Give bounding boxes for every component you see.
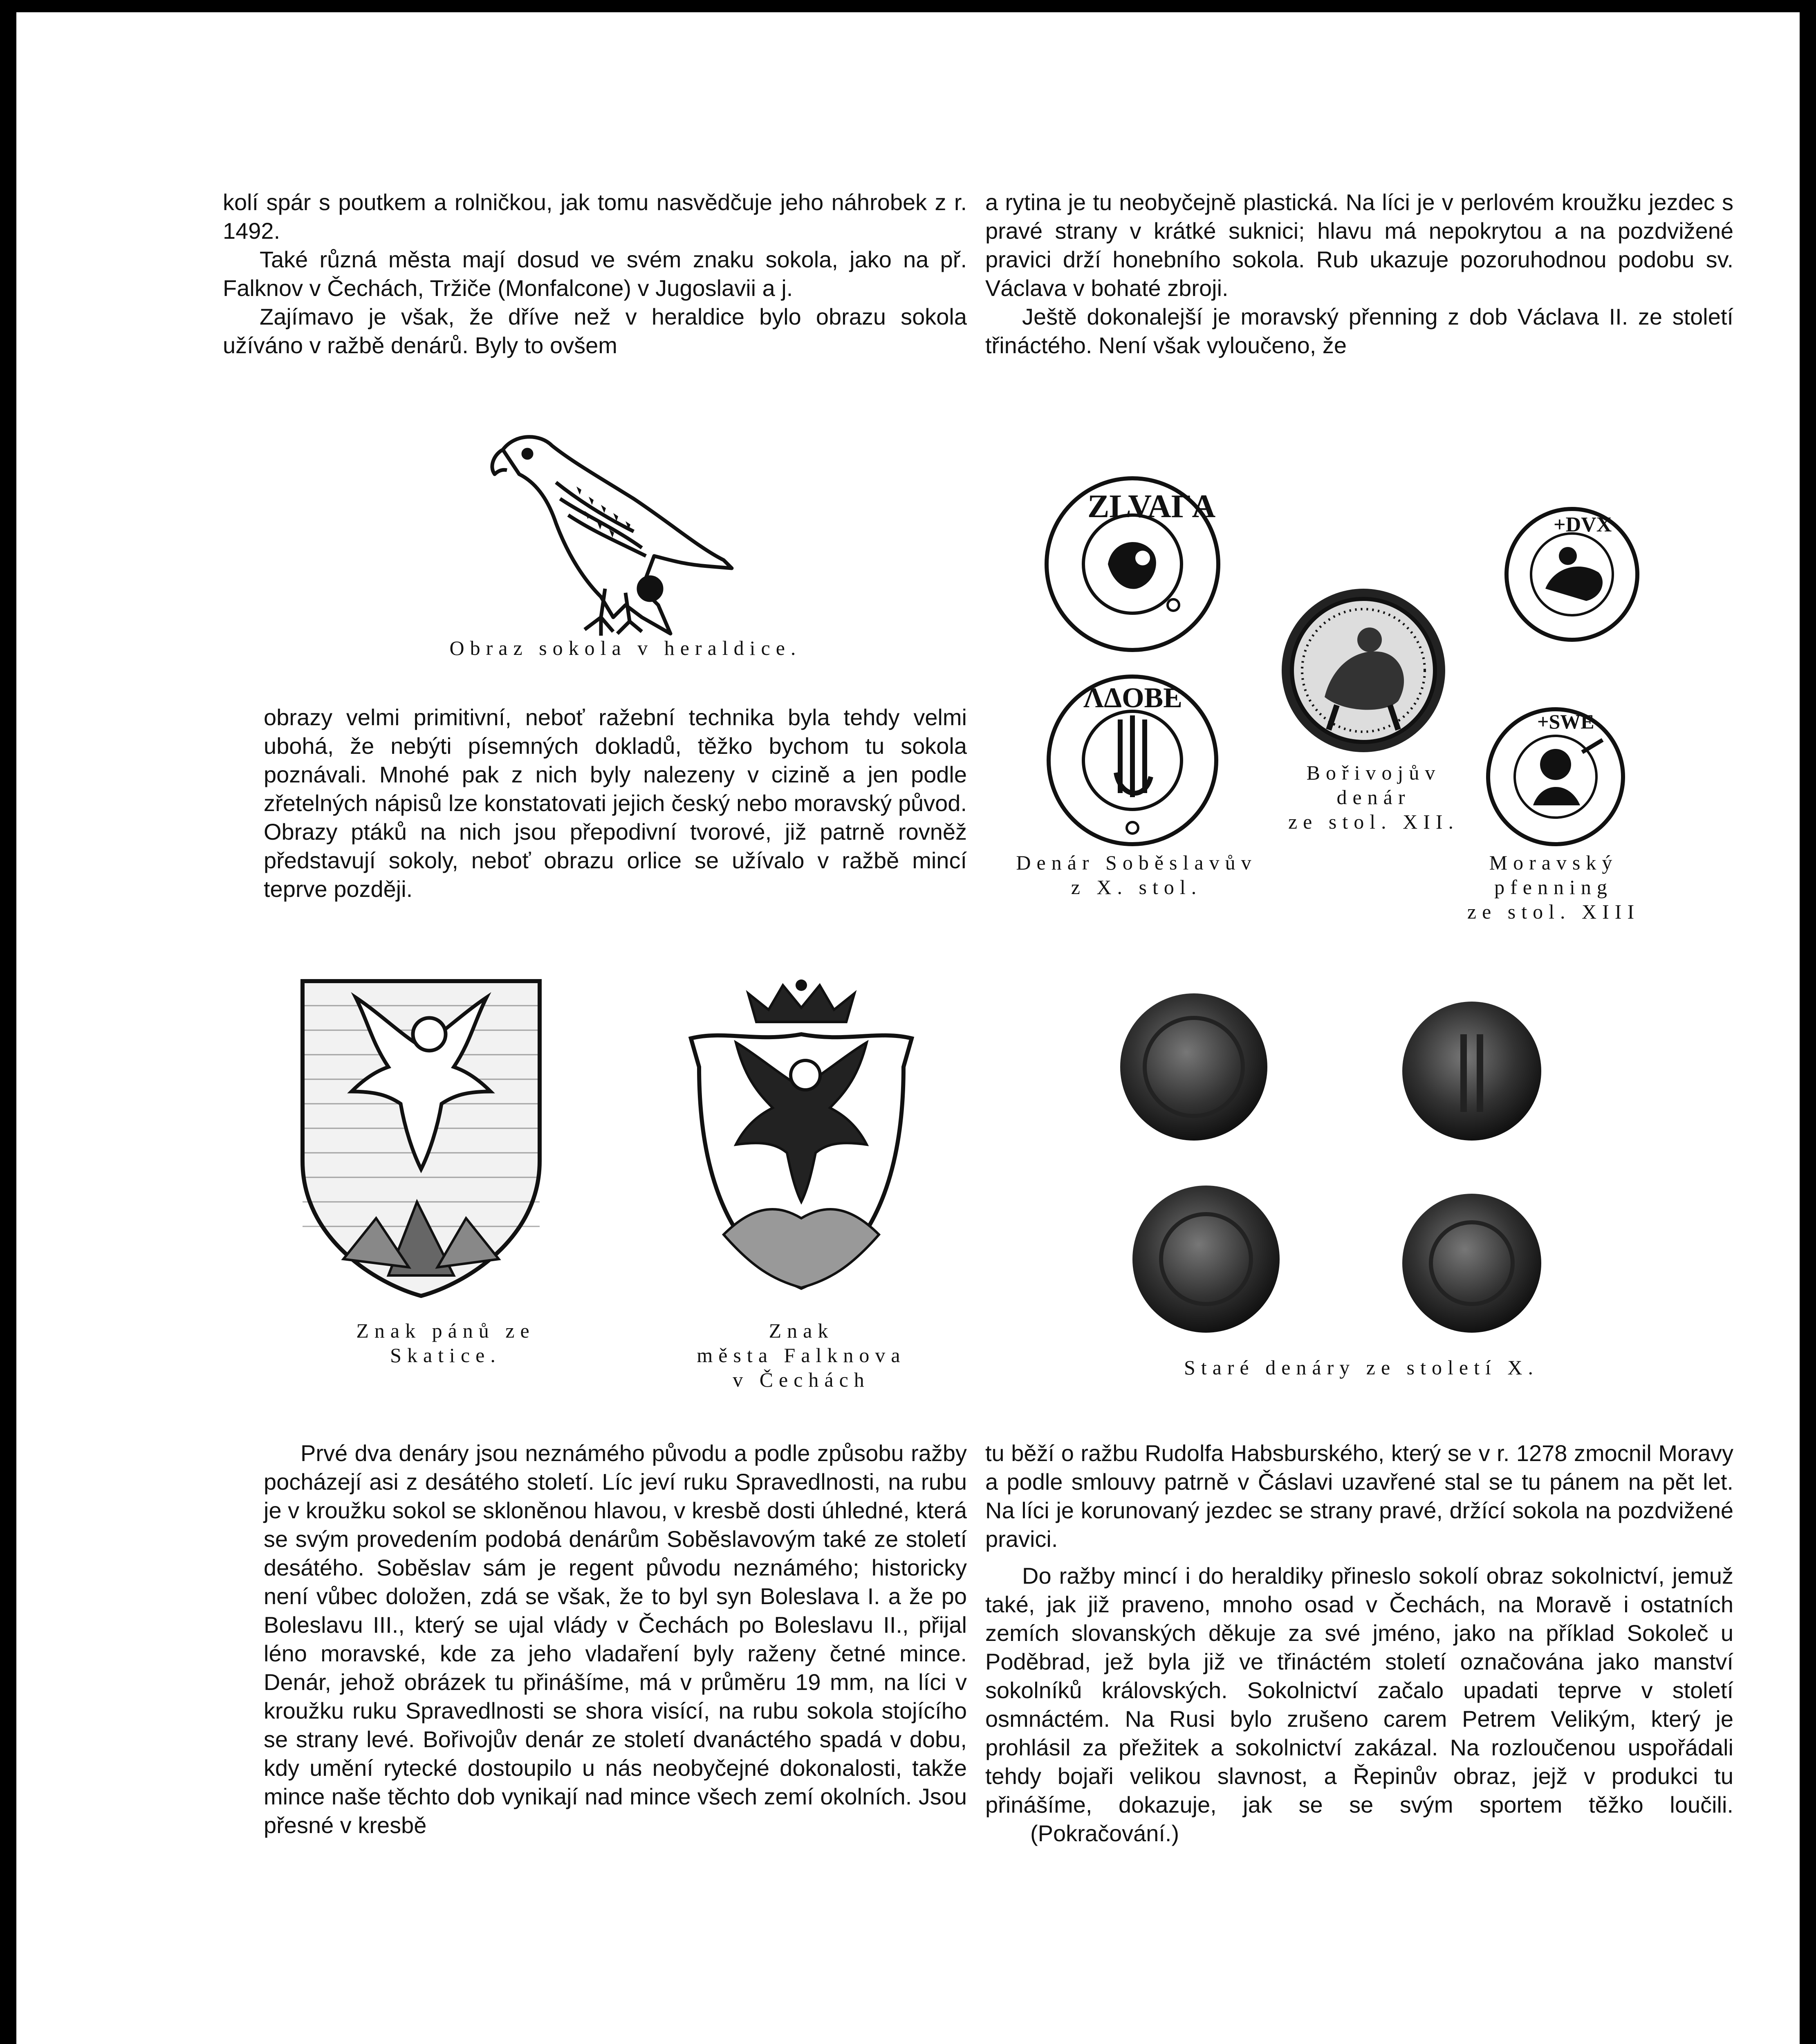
paragraph: tu běží o ražbu Rudolfa Habsburského, který se v r. 1278 zmocnil Moravy a podle smlouvy patrně v Čáslavi uzavřené stal se tu pánem na pět let. Na líci je korunovaný jezdec se strany pravé, držící sokola na pozdvižené pravici. — [985, 1440, 1733, 1552]
caption-line: Bořivojův — [1306, 761, 1441, 784]
right-column-bottom — [985, 1439, 1733, 1848]
caption-line: pfenning — [1494, 876, 1613, 899]
coin — [1120, 993, 1267, 1141]
moravsky-caption — [1439, 850, 1668, 924]
left-column-middle — [264, 703, 967, 903]
moravsky-pfenning-reverse — [1480, 703, 1631, 850]
caption-line: Znak pánů ze — [356, 1319, 535, 1342]
paragraph: Prvé dva denáry jsou neznámého původu a podle způsobu ražby pocházejí asi z desátého století. Líc jeví ruku Spravedlnosti, na rubu je v kroužku sokol se skloněnou hlavou, v kresbě dosti úhledné, která se svým provedením podobá denárům Soběslavovým také ze století desátého. Soběslav sám je regent původu neznámého; historicky není vůbec doložen, zdá se však, že to byl syn Boleslava I. a že po Boleslavu III., který se ujal vlády v Čechách po Boleslavu II., přijal léno moravské, kde za jeho vladaření byly raženy četné mince. Denár, jehož obrázek tu přinášíme, má v průměru 19 mm, na líci v kroužku ruku Spravedlnosti se shora visící, na rubu sokola stojícího se strany levé. Bořivojův denár ze století dvanáctého spadá v dobu, kdy umění rytecké dostoupilo u nás neobyčejné dokonalosti, takže mince naše těchto dob vynikají nad mince všech zemí okolních. Jsou přesné v kresbě — [264, 1440, 967, 1838]
old-denars-caption: Staré denáry ze století X. — [1184, 1356, 1539, 1379]
paragraph: obrazy velmi primitivní, neboť ražební technika byla tehdy velmi ubohá, že nebýti písemných dokladů, těžko bychom tu sokola poznávali. Mnohé pak z nich byly nalezeny v cizině a jen podle zřetelných nápisů lze konstatovati jejich český nebo moravský původ. Obrazy ptáků na nich jsou přepodivní tvorové, již patrně rovněž představují sokoly, neboť obrazu orlice se užívalo v ražbě mincí teprve později. — [264, 704, 967, 902]
falcon-caption: Obraz sokola v heraldice. — [449, 637, 802, 659]
coin — [1402, 1194, 1541, 1333]
paragraph: Zajímavo je však, že dříve než v heraldice bylo obrazu sokola užíváno v ražbě denárů. Byly to ovšem — [223, 304, 967, 358]
paragraph: Ještě dokonalejší je moravský přenning z dob Václava II. ze století třináctého. Není však vyloučeno, že — [985, 304, 1733, 358]
caption-line: denár — [1336, 786, 1411, 809]
caption-line: Skatice. — [390, 1344, 501, 1367]
coin-legend: +SWE — [1537, 710, 1594, 733]
caption-line: města Falknova — [697, 1344, 906, 1367]
caption-line: z X. stol. — [1071, 876, 1202, 899]
caption-line: v Čechách — [733, 1368, 870, 1391]
coin-legend: ΛΔOBE — [1083, 682, 1182, 714]
coin — [1132, 1186, 1280, 1333]
paragraph: Také různá města mají dosud ve svém znaku sokola, jako na př. Falknov v Čechách, Tržiče (Monfalcone) v Jugoslavii a j. — [223, 247, 967, 301]
borivoj-caption — [1259, 760, 1488, 834]
left-column-bottom — [264, 1439, 967, 1840]
coin-legend: ZLVAΓA — [1087, 489, 1216, 524]
caption-line: Denár Soběslavův — [1016, 851, 1257, 874]
falknov-coat-of-arms — [675, 973, 928, 1300]
falknov-caption — [654, 1318, 948, 1392]
paragraph: kolí spár s poutkem a rolničkou, jak tomu nasvědčuje jeho náhrobek z r. 1492. — [223, 189, 967, 244]
paragraph-text: Do ražby mincí i do heraldiky přineslo sokolí obraz sokolnictví, jemuž také, jak již praveno, mnoho osad v Čechách, na Moravě i ostatních zemích slovanských děkuje za své jméno, jako na příklad Sokoleč u Poděbrad, jež byla již ve třináctém století označována jako manství sokolníků královských. Sokolnictví začalo upadati teprve v století osmnáctém. Na Rusi bylo zrušeno carem Petrem Velikým, který je prohlásil za přežitek a sokolnictví zakázal. Na rozloučenou uspořádali tehdy bojaři velikou slavnost, a Řepinův obraz, jejž v produkci tu přinášíme, dokazuje, jak se se svým sportem těžko loučili. — [985, 1563, 1733, 1818]
paragraph — [985, 1562, 1733, 1848]
continuation-note: (Pokračování.) — [1030, 1820, 1179, 1846]
page — [16, 12, 1800, 2044]
borivoj-denar — [1276, 583, 1451, 758]
skatice-coat-of-arms — [294, 973, 548, 1300]
caption-line: ze stol. XIII — [1467, 900, 1640, 923]
paragraph: a rytina je tu neobyčejně plastická. Na líci je v perlovém kroužku jezdec s pravé strany v krátké suknici; hlavu má nepokrytou a na pozdvižené pravici drží honebního sokola. Rub ukazuje pozoruhodnou podobu sv. Václava v bohaté zbroji. — [985, 189, 1733, 301]
left-column-top — [223, 188, 967, 360]
moravsky-pfenning-obverse — [1500, 503, 1643, 646]
coin — [1402, 1002, 1541, 1141]
sobeslav-denar-obverse — [1038, 470, 1226, 658]
caption-line: ze stol. XII. — [1288, 810, 1460, 833]
right-column-top — [985, 188, 1733, 360]
coin-legend: +DVX — [1554, 513, 1612, 536]
sobeslav-caption — [981, 850, 1292, 899]
falcon-illustration — [478, 425, 744, 638]
old-denars-photo — [1112, 989, 1627, 1349]
sobeslav-denar-reverse — [1038, 670, 1226, 850]
caption-line: Znak — [769, 1319, 834, 1342]
caption-line: Moravský — [1489, 851, 1618, 874]
skatice-caption — [303, 1318, 589, 1367]
